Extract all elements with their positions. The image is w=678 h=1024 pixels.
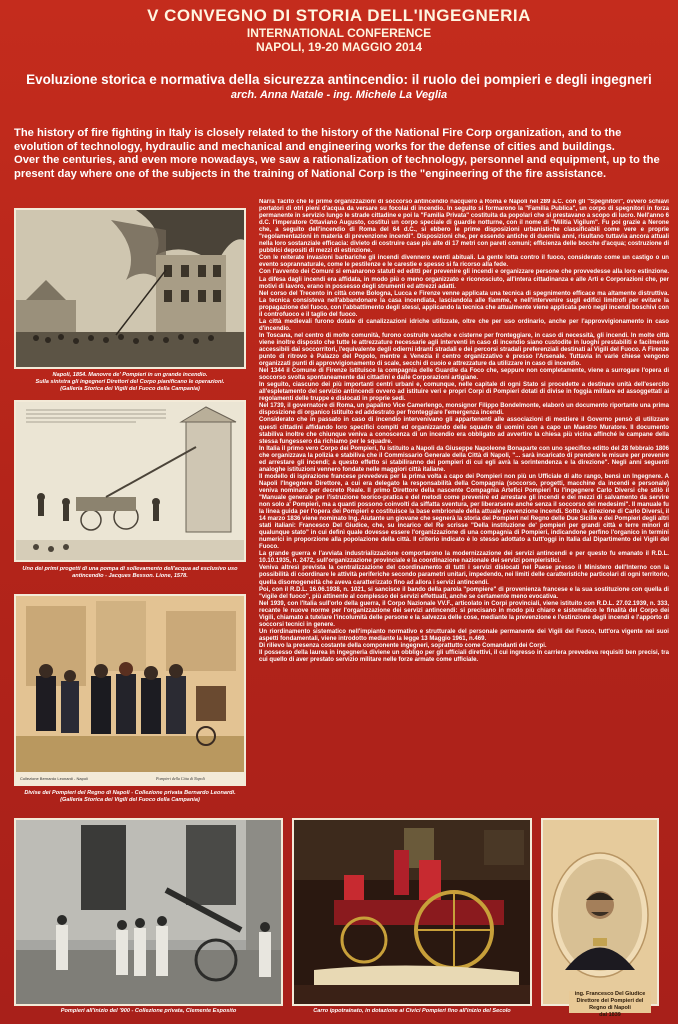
caption-photo-1-line-2: Sulla sinistra gli ingegneri Direttori del Corpo pianificano le operazioni.: [35, 379, 225, 385]
abstract-paragraph-2: Over the centuries, and even more nowadays, we saw a rationalization of technology, personnel and equipment, up to the present day where one of the subjects in the training of National Corp is the "engineering of the fire assistance.: [14, 154, 660, 180]
fire-cart-photo: [294, 820, 530, 1004]
photo-3-left-tag: Collezione Bernardo Leonardi - Napoli: [20, 776, 88, 781]
photo-pompieri-1900: [14, 818, 283, 1006]
abstract-paragraph-1: The history of fire fighting in Italy is closely related to the history of the National Fire Corp organization, and to the evolution of technology, hydraulic and mechanical and engineering works for the defense of cities and buildings.: [14, 127, 622, 153]
body-paragraph: Il modello di ispirazione francese prevedeva per la prima volta a capo dei Pompieri non più un Ufficiale di alto rango, bensì un Ingegnere. A Napoli l'Ingegnere Direttore, a cui era delegato la responsabilità della Compagnia (soccorso, progetti, macchine da incendi e personale) veniva nominato per decreto Reale. Il primo Direttore della nascente Compagnia Artefici Pompieri fu l'ingegnere Carlo Diversi che stilò il "Manuale generale per l'istruzione teorico-pratica e del metodi come prevenire ed arrestare gli incendi e dei mezzi di salvamento da servire non solo a' Pompieri, ma a quanti possono coinvolti da siffatta sventura, per liberarsene anche senza il soccorso dei medesimi". Il manuale fu la linea guida per l'opera dei Pompieri e costituisce la base embrionale della attuale prevenzione incendi. Sotto la direzione di Carlo Diversi, il 14 marzo 1836 viene nominato Ing. Aiutante un giovane che segnerà la storia dei Pompieri nel Regno delle Due Sicilie e dei Pompieri degli altri stati italiani: Francesco Del Giudice, che, su incarico del Re scrisse "Della instituzione de' pompieri per grandi città e terre minori di qualunque stato" in cui definì quale dovesse essere l'organizzazione di una compagnia di Pompieri, indicandone perfino l'organico in termini numerici in proporzione alla popolazione della città. Il criterio indicato è lo stesso adottato a tutt'oggi in Italia dal Dipartimento dei Vigili del Fuoco.: [259, 473, 669, 551]
body-paragraph: Nel corso del Trecento in città come Bologna, Lucca e Firenze venne applicata una tecnica di spegnimento efficace ma altamente distruttiva. La tecnica consisteva nell'abbandonare la casa incendiata, lasciandola alle fiamme, e nell'intervenire sugli edifici limitrofi per evitare la propagazione del fuoco, con l'abbattimento degli stessi, applicando la tecnica che attualmente viene applicata però negli incendi boschivi con il controfuoco e il taglio del fuoco.: [259, 290, 669, 318]
body-paragraph: Con le reiterate invasioni barbariche gli incendi divennero eventi abituali. La gente lotta contro il fuoco, considerato come un castigo o un evento soprannaturale, come le pestilenze e le carestie e spesso si fa ricorso alla fede.: [259, 255, 669, 269]
body-paragraph: Un riordinamento sistematico nell'impianto normativo e strutturale del personale permanente dei Vigili del Fuoco, tutt'ora vigente nei suoi aspetti fondamentali, viene introdotto mediante la legge 13 Maggio 1961, n.469.: [259, 628, 669, 642]
fire-engraving-illustration: [16, 210, 244, 367]
portrait-caption-name: ing. Francesco Del Giudice: [574, 991, 646, 997]
body-paragraph: Il possesso della laurea in ingegneria diviene un obbligo per gli ufficiali direttivi, il cui ingresso in carriera prevedeva requisiti ben precisi, tra cui quello di aver prestato servizio militare nelle forze armate come ufficiale.: [259, 650, 669, 664]
caption-photo-5: Carro ippotrainato, in dotazione ai Civici Pompieri fino all'inizio del Secolo: [313, 1008, 511, 1014]
english-abstract: [14, 127, 670, 181]
caption-photo-1-line-3: (Galleria Storica dei Vigili del Fuoco della Campania): [60, 386, 200, 392]
body-paragraph: In seguito, ciascuno dei più importanti centri urbani e, comunque, nelle capitale di ogni Stato si procedette a destinare unità dell'esercito all'espletamento del servizio antincendi ovvero ad istituire veri e propri Corpi di Pompieri dotati di divise in foggia militare ed assoggettati ai regolamenti delle truppe e dislocati in proprie sedi.: [259, 382, 669, 403]
uniforms-illustration: [16, 596, 244, 784]
body-paragraph: Di rilievo la presenza costante della componente ingegneri, soprattutto come Comandanti dei Corpi.: [259, 642, 547, 649]
portrait-caption-label: [569, 991, 651, 1018]
body-paragraph: Considerato che in passato in caso di incendio intervenivano gli appartenenti alle associazioni di mestiere il Governo pensò di utilizzare questi cittadini affidando loro specifici compiti ed organizzando delle squadre di uomini con a capo un Maestro Muratore. Il documento stabiliva inoltre che chiunque veniva a conoscenza di un incendio era obbligato ad avvertire la chiesa più vicina affinché le campane della stessa fungessero da richiamo per le squadre.: [259, 417, 669, 445]
photo-carro-ippotrainato: [292, 818, 532, 1006]
caption-photo-3-line-1: Divise dei Pompieri del Regno di Napoli - Collezione privata Bernardo Leonardi.: [24, 790, 236, 796]
body-paragraph: In Toscana, nel centro di molte comunità, furono costruite vasche e cisterne per fronteggiare, in caso di necessità, gli incendi. In molte città viene inoltre disposto che tutte le attrezzature necessarie agli interventi in caso di incendio siano custodite in luoghi prestabiliti e facilmente accessibili dai soccorritori, l'equivalente degli odierni idranti stradali e dei percorsi stradali preferenziali destinati ai Vigili del Fuoco. A Firenze punto di ritrovo è Palazzo del Popolo, mentre a Venezia il centro organizzativo è presso l'Arsenale. Tuttavia in varie chiese vengono organizzati punti di approvvigionamento di scale, secchi di cuoio e attrezzature da utilizzare in caso di incendio.: [259, 332, 669, 368]
body-paragraph: In Italia il primo vero Corpo dei Pompieri, fu istituito a Napoli da Giuseppe Napoleone Bonaparte con uno specifico editto del 28 febbraio 1806 che organizzava la polizia e stabiliva che il Commissario Generale della Città di Napoli, "... sarà incaricato di prendere le misure per prevenire ed arrestare gli incendi; a questo effetto si stabiliranno dei pompieri di cui egli avrà la sorintendenza e la direzione". Negli anni seguenti analoghe istituzioni vennero fondate nelle maggiori città italiane.: [259, 445, 669, 473]
body-paragraph: Veniva altresì prevista la centralizzazione del coordinamento di tutti i servizi dislocati nel Paese presso il Ministero dell'Interno con la possibilità di coordinare le attività periferiche secondo parametri unitari, impedendo, nei limiti delle caratteristiche particolari di ogni territorio, quella disomogeneità che aveva caratterizzato fino ad allora i servizi antincendi.: [259, 565, 669, 586]
caption-photo-2-line-2: antincendio - Jacques Besson. Lione, 1578.: [72, 573, 188, 579]
body-paragraph: Nel 1344 il Comune di Firenze istituisce la compagnia delle Guardie da Foco che, seppure non completamente, viene a surrogare l'opera di soccorso svolta spontaneamente dai cittadini e dalle Corporazioni artigiane.: [259, 368, 669, 382]
caption-photo-1: [14, 372, 246, 393]
conference-date: NAPOLI, 19-20 MAGGIO 2014: [255, 40, 423, 54]
body-paragraph: Poi, con il R.D.L. 16.06.1938, n. 1021, si sancisce il bando della parola "pompiere" di provenienza francese e la sua sostituzione con quella di "vigile del fuoco", più attinente al complesso dei servizi effettuati, anche se certamente meno evocativa.: [259, 586, 669, 600]
photo-napoli-1854-fire: [14, 208, 246, 369]
portrait-caption-role: Direttore dei Pompieri del Regno di Napoli: [576, 998, 644, 1011]
italian-body-text: [259, 199, 669, 814]
conference-subtitle: INTERNATIONAL CONFERENCE: [246, 26, 432, 40]
body-paragraph: La città medievali furono dotate di canalizzazioni idriche utilizzate, oltre che per uso ordinario, anche per l'approvvigionamento in caso d'incendio.: [259, 318, 669, 332]
body-paragraph: Con l'avvento dei Comuni si emanarono statuti ed editti per prevenire gli incendi e organizzare persone che provvedesse alla loro estinzione. La difesa dagli incendi era affidata, in modo più o meno organizzato e riconosciuto, all'intera cittadinanza e alle Arti e Corporazioni che, per motivi di lavoro, erano in possesso degli strumenti ed attrezzi adatti.: [259, 269, 669, 290]
conference-title: V CONVEGNO DI STORIA DELL'INGEGNERIA: [147, 6, 531, 25]
body-paragraph: La grande guerra e l'avviata industrializzazione comportarono la modernizzazione dei servizi antincendi e per questo fu emanato il R.D.L. 10.10.1935, n. 2472, sull'organizzazione provinciale e la coordinazione nazionale dei servizi pompieristici.: [259, 551, 669, 565]
photo-3-right-tag: Pompieri della Citta di Napoli: [156, 776, 205, 781]
poster-title: Evoluzione storica e normativa della sicurezza antincendio: il ruolo dei pompieri e degli ingegneri: [26, 72, 652, 87]
caption-photo-1-line-1: Napoli, 1854. Manovre de' Pompieri in un grande incendio.: [52, 372, 208, 378]
body-paragraph: Nel 1939, con l'Italia sull'orlo della guerra, il Corpo Nazionale VV.F., articolato in Corpi provinciali, viene istituito con R.D.L. 27.02.1939, n. 333, recante le nuove norme per l'organizzazione dei servizi antincendi: si precisano in modo più chiaro e sistematico le finalità del Corpo dei Vigili, chiamato a tutelare l'incolumità delle persone e la salvezza delle cose, mediante la prevenzione e l'estinzione degli incendi e l'apporto di soccorsi tecnici in genere.: [259, 600, 669, 628]
conference-header: [0, 6, 678, 54]
body-paragraph: Narra Tacito che le prime organizzazioni di soccorso antincendio nacquero a Roma e Napoli nel 289 a.C. con gli "Spegnitori", ovvero schiavi portatori di otri pieni d'acqua da versare su focolai di incendio. In seguito si formarono la "Familia Publica", un corpo di spegnitori in forza permanente in servizio lungo le strade cittadine e poi la "Familia Privata" costituita da popolari che si prestavano a scopo di lucro. Nell'anno 6 d.C. l'imperatore Ottaviano Augusto, costituì un corpo speciale di guardie notturne, con il nome di "Militia Vigilum". Fu poi grazie a Nerone che, a seguito dell'incendio di Roma del 64 d.C., si ebbero le prime disposizioni urbanistiche classificabili come vere e proprie "regolamentazioni in materia di prevenzione incendi". Disposizioni che, per essendo antiche di duemila anni, risultano tuttavia ancora attuali nella loro sostanziale efficacia: divieto di costruire case più alte di 17 metri con pareti comuni; efficienza delle bocche d'acqua; costruzione di pubblici depositi di mezzi di estinzione.: [259, 199, 669, 255]
pump-engraving-illustration: [16, 402, 244, 560]
photo-besson-pump-1578: [14, 400, 246, 562]
poster-authors: arch. Anna Natale - ing. Michele La Veglia: [230, 89, 448, 101]
photo-napoli-uniforms: [14, 594, 246, 786]
caption-photo-2-line-1: Uno dei primi progetti di una pompa di sollevamento dell'acqua ad esclusivo uso: [22, 566, 238, 572]
body-paragraph: Nel 1739, il governatore di Roma, un papalino Vice Camerlengo, monsignor Filippo Bondelmonte, elaborò un documento riportante una prima disposizione di organico istituito ed addestrato per fronteggiare l'emergenza incendi.: [259, 403, 669, 417]
firemen-1900-photo: [16, 820, 281, 1004]
caption-photo-4: Pompieri all'inizio del '900 - Collezione privata, Clemente Esposito: [60, 1008, 237, 1014]
caption-photo-3: [14, 790, 246, 804]
photo-francesco-del-giudice: [541, 818, 659, 1006]
caption-photo-2: [14, 566, 246, 580]
caption-photo-3-line-2: (Galleria Storica dei Vigili del Fuoco della Campania): [60, 797, 200, 803]
portrait-caption-year: dal 1839: [599, 1012, 621, 1018]
portrait-illustration: [543, 820, 657, 1004]
